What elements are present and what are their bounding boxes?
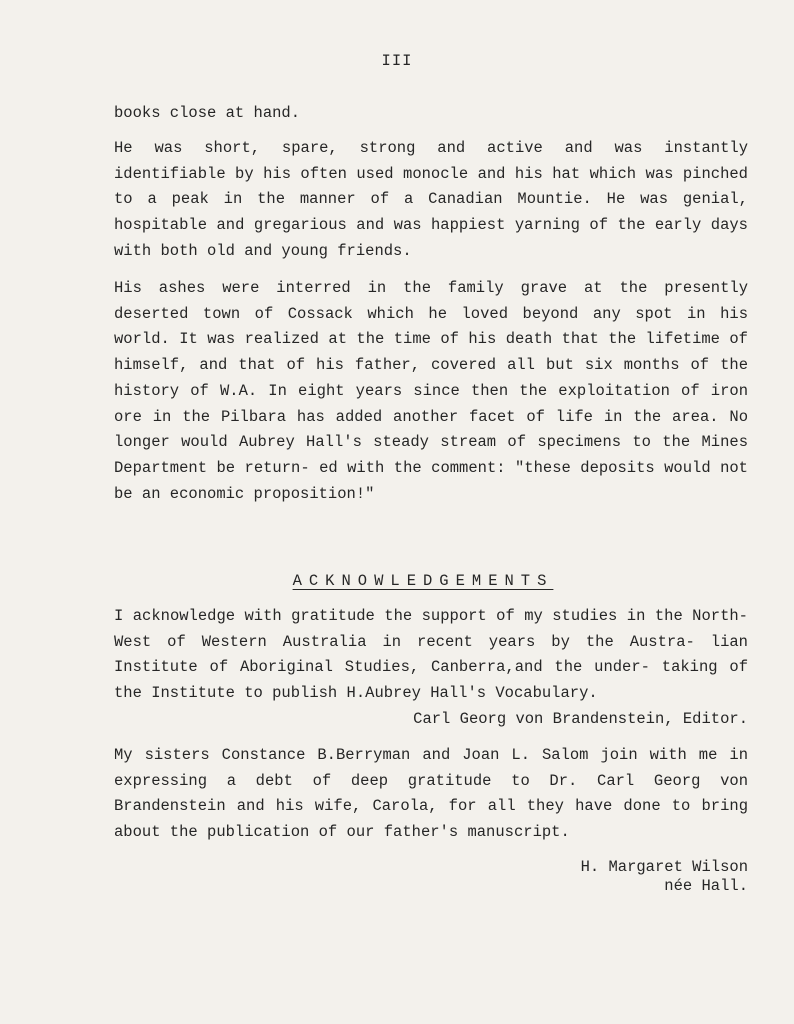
paragraph-description xyxy=(114,136,748,265)
paragraph-ashes xyxy=(114,276,748,507)
acknowledgement-paragraph-family-text: My sisters Constance B.Berryman and Joan L. Salom join with me in expressing a debt of deep gratitude to Dr. Carl Georg von Brandenstein and his wife, Carola, for all they have done to bring about the publication of our father's manuscript. xyxy=(114,746,748,842)
continuation-line xyxy=(114,101,748,127)
editor-signature: Carl Georg von Brandenstein, Editor. xyxy=(413,710,748,728)
paragraph-ashes-text: His ashes were interred in the family grave at the presently deserted town of Cossack which he loved beyond any spot in his world. It was realized at the time of his death that the lifetime of himself, and that of his father, covered all but six months of the history of W.A. In eight years since then the exploitation of iron ore in the Pilbara has added another facet of life in the area. No longer would Aubrey Hall's steady stream of specimens to the Mines Department be return- ed with the comment: "these deposits would not be an economic proposition!" xyxy=(114,279,748,503)
acknowledgement-paragraph-editor-text: I acknowledge with gratitude the support of my studies in the North-West of Western Australia in recent years by the Austra- lian Institute of Aboriginal Studies, Canberra,and the under- taking of the Institute to publish H.Aubrey Hall's Vocabulary. xyxy=(114,607,748,703)
paragraph-description-text: He was short, spare, strong and active and was instantly identifiable by his often used monocle and his hat which was pinched to a peak in the manner of a Canadian Mountie. He was genial, hospitable and gregarious and was happiest yarning of the early days with both old and young friends. xyxy=(114,139,748,260)
acknowledgement-paragraph-editor xyxy=(114,604,748,707)
acknowledgements-heading xyxy=(0,572,794,590)
family-signature-maiden-name: née Hall. xyxy=(664,877,748,895)
page-number: III xyxy=(381,52,413,70)
family-signature-name: H. Margaret Wilson xyxy=(580,858,748,876)
acknowledgements-heading-text: ACKNOWLEDGEMENTS xyxy=(292,572,554,590)
acknowledgement-paragraph-family xyxy=(114,743,748,846)
continuation-text: books close at hand. xyxy=(114,104,301,122)
